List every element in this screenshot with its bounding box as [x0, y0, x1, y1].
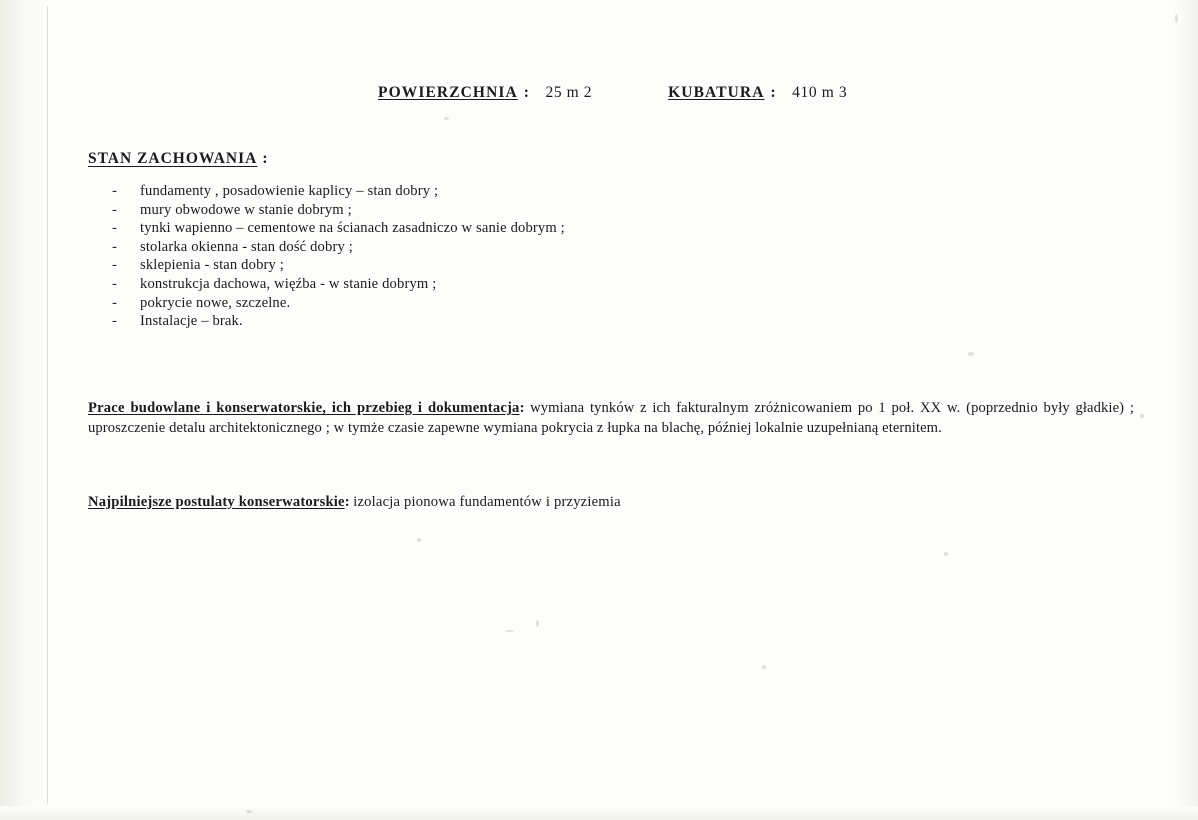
- metric-area-value: 25 m 2: [545, 84, 593, 101]
- list-item-text: pokrycie nowe, szczelne.: [140, 294, 291, 311]
- condition-section-heading-colon: :: [262, 150, 269, 167]
- metric-volume-colon: :: [770, 84, 777, 101]
- postulates-paragraph-lead: Najpilniejsze postulaty konserwatorskie: [88, 494, 345, 510]
- works-paragraph: [88, 398, 1134, 438]
- list-item: [112, 256, 872, 275]
- metric-area: [378, 84, 592, 102]
- postulates-paragraph-colon: :: [344, 494, 350, 510]
- list-item: [112, 219, 872, 238]
- list-item-text: sklepienia - stan dobry ;: [140, 257, 284, 274]
- list-item-text: fundamenty , posadowienie kaplicy – stan dobry ;: [140, 183, 439, 199]
- list-item: [112, 238, 872, 257]
- metrics-row: [378, 84, 978, 102]
- metric-volume: [668, 84, 847, 102]
- condition-section-heading-text: STAN ZACHOWANIA: [88, 150, 258, 167]
- list-item-text: Instalacje – brak.: [140, 313, 243, 330]
- bullet-dash: -: [112, 238, 117, 255]
- list-item-text: konstrukcja dachowa, więźba - w stanie dobrym ;: [140, 275, 437, 292]
- metric-volume-value: 410 m 3: [792, 84, 848, 101]
- list-item-text: tynki wapienno – cementowe na ścianach zasadniczo w sanie dobrym ;: [140, 220, 565, 237]
- list-item-text: stolarka okienna - stan dość dobry ;: [140, 238, 353, 255]
- list-item-text: mury obwodowe w stanie dobrym ;: [140, 201, 352, 218]
- list-item: [112, 294, 872, 313]
- bullet-dash: -: [112, 294, 117, 311]
- works-paragraph-colon: :: [519, 400, 525, 416]
- list-item: [112, 201, 872, 220]
- bullet-dash: -: [112, 257, 117, 274]
- works-paragraph-lead: Prace budowlane i konserwatorskie, ich przebieg i dokumentacja: [88, 400, 520, 416]
- postulates-paragraph: [88, 492, 908, 512]
- condition-section-heading: [88, 150, 268, 168]
- metric-volume-label: KUBATURA: [668, 84, 765, 101]
- list-item: [112, 182, 872, 201]
- bullet-dash: -: [112, 275, 117, 292]
- bullet-dash: -: [112, 201, 117, 218]
- bullet-dash: -: [112, 313, 117, 330]
- metric-area-label: POWIERZCHNIA: [378, 84, 518, 101]
- condition-list: [112, 182, 872, 331]
- metric-area-colon: :: [523, 84, 530, 101]
- postulates-paragraph-body: izolacja pionowa fundamentów i przyziemia: [353, 494, 621, 510]
- bullet-dash: -: [112, 220, 117, 237]
- works-paragraph-body: wymiana tynków z ich fakturalnym zróżnicowaniem po 1 poł. XX w. (poprzednio były gładkie) ; uproszczenie detalu architektonicznego ; w tymże czasie zapewne wymiana pokrycia z łupka na blachę, później lokalnie uzupełnianą eternitem.: [88, 400, 1134, 436]
- list-item: [112, 275, 872, 294]
- list-item: [112, 312, 872, 331]
- bullet-dash: -: [112, 183, 117, 199]
